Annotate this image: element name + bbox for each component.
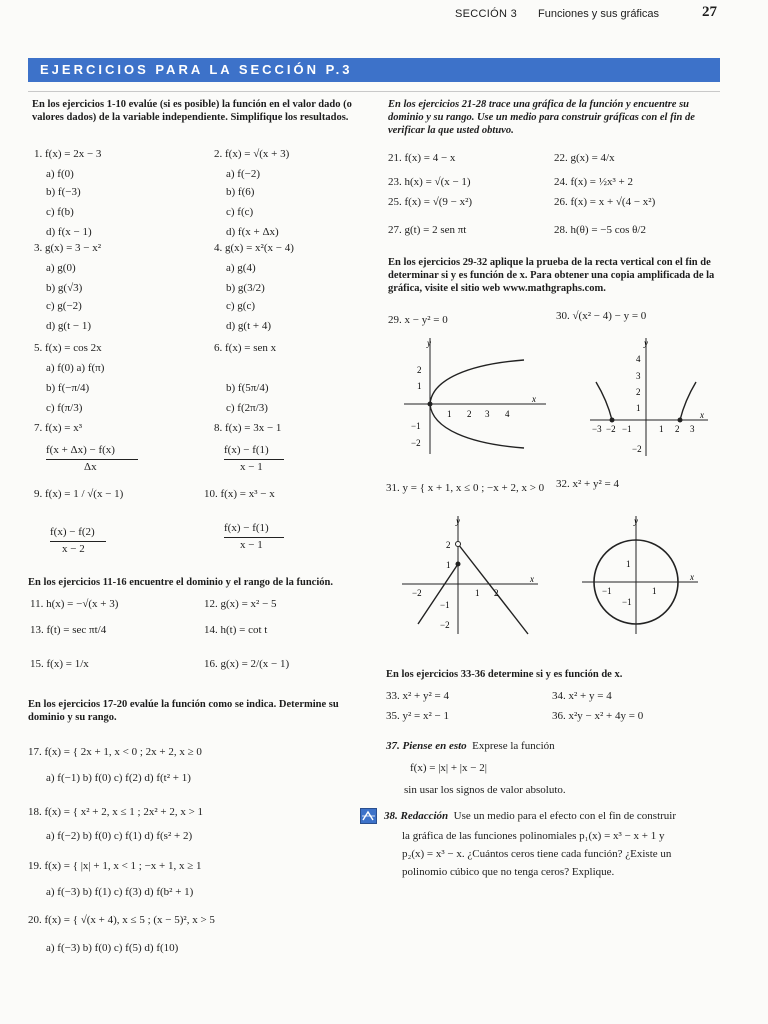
ex14: 14. h(t) = cot t xyxy=(204,624,268,636)
x-tick: 1 xyxy=(659,424,664,434)
frac9-den: x − 2 xyxy=(62,543,85,555)
y-label: y xyxy=(634,516,638,526)
ex9: 9. f(x) = 1 / √(x − 1) xyxy=(34,488,124,500)
section-label: SECCIÓN 3 xyxy=(455,8,517,20)
x-tick: 1 xyxy=(447,409,452,419)
ex38-text2: la gráfica de las funciones polinomiales p₁(x) = x³ − x + 1 y xyxy=(402,830,665,842)
graphing-utility-icon xyxy=(360,808,377,824)
y-tick: −1 xyxy=(440,600,450,610)
frac8-den: x − 1 xyxy=(240,461,263,473)
graph-30 xyxy=(586,334,712,460)
ex36: 36. x²y − x² + 4y = 0 xyxy=(552,710,644,722)
x-label: x xyxy=(532,394,536,404)
ex18: 18. f(x) = { x² + 2, x ≤ 1 ; 2x² + 2, x > 1 xyxy=(28,806,204,818)
y-label: y xyxy=(644,338,648,348)
instructions-17-20: En los ejercicios 17-20 evalúe la función como se indica. Determine su dominio y su rango. xyxy=(28,699,339,723)
x-label: x xyxy=(690,572,694,582)
exercise-statement: 6. f(x) = sen x xyxy=(214,342,277,354)
left-endpoint xyxy=(610,418,615,423)
page-number: 27 xyxy=(702,4,717,20)
ex34: 34. x² + y = 4 xyxy=(552,690,612,702)
y-tick: 1 xyxy=(626,559,631,569)
y-tick: −1 xyxy=(411,421,421,431)
exercise-part: a) f(0) a) f(π) xyxy=(46,362,105,374)
y-tick: 1 xyxy=(446,560,451,570)
exercise-part: b) f(−3) xyxy=(46,186,81,198)
exercise-part: b) f(5π/4) xyxy=(226,382,269,394)
exercise-statement: 8. f(x) = 3x − 1 xyxy=(214,422,282,434)
x-tick: −2 xyxy=(606,424,616,434)
closed-endpoint xyxy=(456,562,461,567)
exercise-statement: 2. f(x) = √(x + 3) xyxy=(214,148,290,160)
exercise-part: b) f(−π/4) xyxy=(46,382,90,394)
x-label: x xyxy=(700,410,704,420)
exercise-part: d) g(t − 1) xyxy=(46,320,91,332)
y-tick: −2 xyxy=(632,444,642,454)
exercise-part: d) g(t + 4) xyxy=(226,320,271,332)
frac10-den: x − 1 xyxy=(240,539,263,551)
open-endpoint xyxy=(456,542,461,547)
exercise-part: c) f(b) xyxy=(46,206,74,218)
y-tick: 2 xyxy=(417,365,422,375)
exercise-part: b) g(3/2) xyxy=(226,282,265,294)
x-tick: 2 xyxy=(494,588,499,598)
ex35: 35. y² = x² − 1 xyxy=(386,710,450,722)
ex37-text: Exprese la función xyxy=(472,740,555,752)
graph-32 xyxy=(578,512,702,638)
ex38-text4: polinomio cúbico que no tenga ceros? Explique. xyxy=(402,866,615,878)
ex25: 25. f(x) = √(9 − x²) xyxy=(388,196,473,208)
x-tick: −3 xyxy=(592,424,602,434)
frac9-bar xyxy=(50,541,106,542)
left-branch xyxy=(596,382,612,420)
ex31: 31. y = { x + 1, x ≤ 0 ; −x + 2, x > 0 xyxy=(386,482,545,494)
ex37-function: f(x) = |x| + |x − 2| xyxy=(410,762,487,774)
ex29: 29. x − y² = 0 xyxy=(388,314,448,326)
exercise-part: c) g(c) xyxy=(226,300,256,312)
exercise-part: a) g(4) xyxy=(226,262,256,274)
exercise-statement: 7. f(x) = x³ xyxy=(34,422,82,434)
ex17-parts: a) f(−1) b) f(0) c) f(2) d) f(t² + 1) xyxy=(46,772,191,784)
exercise-statement: 4. g(x) = x²(x − 4) xyxy=(214,242,294,254)
exercise-part: a) f(0) xyxy=(46,168,74,180)
x-tick: 1 xyxy=(475,588,480,598)
ex23: 23. h(x) = √(x − 1) xyxy=(388,176,471,188)
ex15: 15. f(x) = 1/x xyxy=(30,658,89,670)
frac8-bar xyxy=(224,459,284,460)
y-tick: 2 xyxy=(636,387,641,397)
ex38 xyxy=(384,810,676,822)
ex26: 26. f(x) = x + √(4 − x²) xyxy=(554,196,656,208)
y-tick: −2 xyxy=(440,620,450,630)
graph-31 xyxy=(398,512,542,638)
x-tick: 3 xyxy=(485,409,490,419)
frac8-num: f(x) − f(1) xyxy=(224,444,269,456)
frac7-num: f(x + Δx) − f(x) xyxy=(46,444,115,456)
section-banner xyxy=(28,58,720,82)
exercise-statement: 5. f(x) = cos 2x xyxy=(34,342,102,354)
y-label: y xyxy=(427,338,431,348)
exercise-part: d) f(x + Δx) xyxy=(226,226,279,238)
ex38-title: 38. Redacción xyxy=(384,810,449,822)
exercise-part: c) f(π/3) xyxy=(46,402,83,414)
x-tick: 2 xyxy=(675,424,680,434)
y-label: y xyxy=(456,516,460,526)
right-piece xyxy=(458,544,528,634)
graph-29 xyxy=(400,334,550,458)
exercise-part: a) g(0) xyxy=(46,262,76,274)
instructions-21-28: En los ejercicios 21-28 trace una gráfica de la función y encuentre su dominio y su rango. Use un medio para construir gráficas con el fin de verificar la que usted obtuvo. xyxy=(388,99,695,136)
instructions-29-32: En los ejercicios 29-32 aplique la prueba de la recta vertical con el fin de determinar si y es función de x. Para obtener una copia amplificada de la gráfica, visite el sitio web www.mathgraphs.com. xyxy=(388,257,715,294)
ex38-text3: p₂(x) = x³ − x. ¿Cuántos ceros tiene cada función? ¿Existe un xyxy=(402,848,672,860)
x-tick: −2 xyxy=(412,588,422,598)
y-tick: 1 xyxy=(636,403,641,413)
instructions-1-10: En los ejercicios 1-10 evalúe (si es posible) la función en el valor dado (o valores dados) de la variable independiente. Simplifique los resultados. xyxy=(32,99,352,123)
right-branch xyxy=(680,382,696,420)
ex24: 24. f(x) = ½x³ + 2 xyxy=(554,176,633,188)
ex22: 22. g(x) = 4/x xyxy=(554,152,615,164)
left-piece xyxy=(418,564,458,624)
ex19-parts: a) f(−3) b) f(1) c) f(3) d) f(b² + 1) xyxy=(46,886,194,898)
vertex-point xyxy=(428,402,433,407)
exercise-part: d) f(x − 1) xyxy=(46,226,92,238)
exercise-part: a) f(−2) xyxy=(226,168,260,180)
y-tick: 4 xyxy=(636,354,641,364)
ex38-text: Use un medio para el efecto con el fin de construir xyxy=(453,810,677,822)
upper-branch xyxy=(430,360,524,404)
ex20-parts: a) f(−3) b) f(0) c) f(5) d) f(10) xyxy=(46,942,179,954)
y-tick: 2 xyxy=(446,540,451,550)
ex20: 20. f(x) = { √(x + 4), x ≤ 5 ; (x − 5)², x > 5 xyxy=(28,914,215,926)
x-tick: −1 xyxy=(602,586,612,596)
ex21: 21. f(x) = 4 − x xyxy=(388,152,456,164)
exercise-part: c) g(−2) xyxy=(46,300,82,312)
exercise-part: b) f(6) xyxy=(226,186,255,198)
ex18-parts: a) f(−2) b) f(0) c) f(1) d) f(s² + 2) xyxy=(46,830,193,842)
x-tick: 1 xyxy=(652,586,657,596)
banner-title: EJERCICIOS PARA LA SECCIÓN P.3 xyxy=(40,62,353,77)
ex11: 11. h(x) = −√(x + 3) xyxy=(30,598,119,610)
frac7-bar xyxy=(46,459,138,460)
right-endpoint xyxy=(678,418,683,423)
ex17: 17. f(x) = { 2x + 1, x < 0 ; 2x + 2, x ≥ 0 xyxy=(28,746,202,758)
x-tick: 2 xyxy=(467,409,472,419)
frac10-num: f(x) − f(1) xyxy=(224,522,269,534)
exercise-statement: 1. f(x) = 2x − 3 xyxy=(34,148,102,160)
instructions-33-36: En los ejercicios 33-36 determine si y es función de x. xyxy=(386,669,623,680)
ex37-tail: sin usar los signos de valor absoluto. xyxy=(404,784,566,796)
ex13: 13. f(t) = sec πt/4 xyxy=(30,624,107,636)
ex27: 27. g(t) = 2 sen πt xyxy=(388,224,467,236)
lower-branch xyxy=(430,404,524,448)
ex16: 16. g(x) = 2/(x − 1) xyxy=(204,658,290,670)
exercise-statement: 3. g(x) = 3 − x² xyxy=(34,242,102,254)
divider xyxy=(28,91,720,92)
frac7-den: Δx xyxy=(84,461,97,473)
chapter-title: Funciones y sus gráficas xyxy=(538,8,660,20)
y-tick: 1 xyxy=(417,381,422,391)
ex19: 19. f(x) = { |x| + 1, x < 1 ; −x + 1, x ≥ 1 xyxy=(28,860,202,872)
ex10: 10. f(x) = x³ − x xyxy=(204,488,275,500)
x-tick: 3 xyxy=(690,424,695,434)
y-tick: −1 xyxy=(622,597,632,607)
ex28: 28. h(θ) = −5 cos θ/2 xyxy=(554,224,646,236)
instructions-11-16: En los ejercicios 11-16 encuentre el dominio y el rango de la función. xyxy=(28,577,333,588)
exercise-part: c) f(2π/3) xyxy=(226,402,268,414)
ex12: 12. g(x) = x² − 5 xyxy=(204,598,277,610)
y-tick: 3 xyxy=(636,371,641,381)
frac10-bar xyxy=(224,537,284,538)
y-tick: −2 xyxy=(411,438,421,448)
ex30: 30. √(x² − 4) − y = 0 xyxy=(556,310,647,322)
frac9-num: f(x) − f(2) xyxy=(50,526,95,538)
exercise-part: b) g(√3) xyxy=(46,282,83,294)
ex32: 32. x² + y² = 4 xyxy=(556,478,620,490)
ex37-title: 37. Piense en esto xyxy=(386,740,467,752)
x-tick: 4 xyxy=(505,409,510,419)
ex33: 33. x² + y² = 4 xyxy=(386,690,450,702)
exercise-part: c) f(c) xyxy=(226,206,254,218)
x-tick: −1 xyxy=(622,424,632,434)
ex37 xyxy=(386,740,555,752)
x-label: x xyxy=(530,574,534,584)
